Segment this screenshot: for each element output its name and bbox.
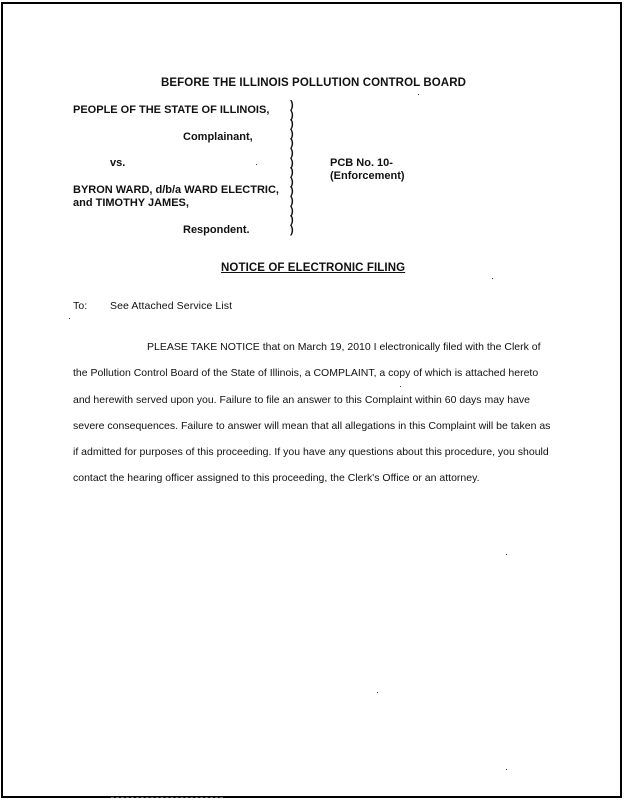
paren-mark: ) [290, 146, 294, 159]
to-recipient: See Attached Service List [110, 300, 233, 312]
paren-mark: ) [290, 108, 294, 121]
scan-speck [418, 94, 419, 95]
defendant-name-line1: BYRON WARD, d/b/a WARD ELECTRIC, [73, 184, 279, 196]
scan-speck [492, 278, 493, 279]
case-number: PCB No. 10- [330, 157, 393, 169]
notice-body-paragraph [73, 334, 551, 492]
caption-divider [290, 101, 298, 235]
paren-mark: ) [290, 175, 294, 188]
paren-mark: ) [290, 194, 294, 207]
plaintiff-name: PEOPLE OF THE STATE OF ILLINOIS, [73, 104, 270, 116]
paren-mark: ) [290, 118, 294, 131]
paren-mark: ) [290, 99, 294, 111]
scan-speck [69, 318, 70, 319]
paren-mark: ) [290, 223, 294, 236]
bottom-scan-line [111, 797, 223, 799]
board-title: BEFORE THE ILLINOIS POLLUTION CONTROL BOARD [161, 77, 467, 89]
scan-speck [400, 386, 401, 387]
scan-speck [377, 692, 378, 693]
paren-mark: ) [290, 137, 294, 150]
document-page [1, 2, 622, 798]
notice-title: NOTICE OF ELECTRONIC FILING [221, 262, 406, 274]
paren-mark: ) [290, 156, 294, 169]
versus-label: vs. [110, 157, 126, 169]
scan-speck [506, 769, 507, 770]
paren-mark: ) [290, 204, 294, 217]
scan-speck [506, 554, 507, 555]
paren-mark: ) [290, 214, 294, 227]
defendant-role: Respondent. [183, 224, 250, 236]
scan-speck [256, 164, 257, 165]
paren-mark: ) [290, 127, 294, 140]
notice-body-text: PLEASE TAKE NOTICE that on March 19, 2010 I electronically filed with the Clerk of the Pollution Control Board of the State of Illinois, a COMPLAINT, a copy of which is attached hereto and herewith served upon you. Failure to file an answer to this Complaint within 60 days may have severe consequences. Failure to answer will mean that all allegations in this Complaint will be taken as if admitted for purposes of this proceeding. If you have any questions about this procedure, you should contact the hearing officer assigned to this proceeding, the Clerk's Office or an attorney. [73, 341, 551, 485]
paren-mark: ) [290, 185, 294, 198]
case-type: (Enforcement) [330, 170, 405, 182]
plaintiff-role: Complainant, [183, 131, 253, 143]
defendant-name-line2: and TIMOTHY JAMES, [73, 197, 189, 209]
paren-mark: ) [290, 166, 294, 179]
to-label: To: [73, 300, 88, 312]
